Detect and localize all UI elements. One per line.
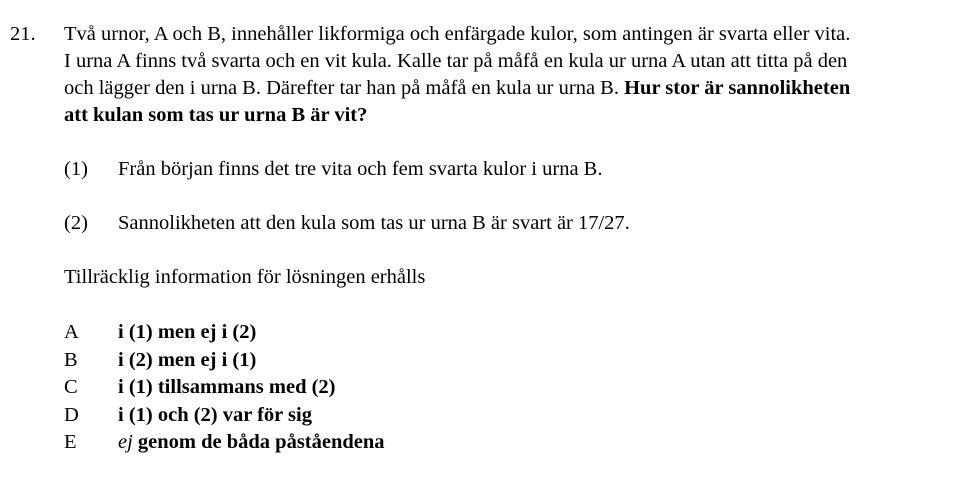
stem-line-3: [64, 75, 944, 102]
question-number: 21.: [10, 23, 36, 45]
statement-2-text: Sannolikheten att den kula som tas ur urna B är svart är 17/27.: [118, 212, 630, 234]
option-b[interactable]: [64, 347, 385, 375]
stem-line-4: [64, 102, 944, 129]
option-a[interactable]: [64, 319, 385, 347]
statement-1-text: Från början finns det tre vita och fem svarta kulor i urna B.: [118, 158, 603, 180]
answer-options: [64, 319, 385, 457]
stem-line-2: I urna A finns två svarta och en vit kula. Kalle tar på måfå en kula ur urna A utan att titta på den: [64, 50, 848, 72]
statement-2-number: (2): [64, 212, 88, 234]
stem-line-1: Två urnor, A och B, innehåller likformiga och enfärgade kulor, som antingen är svarta eller vita.: [64, 23, 851, 45]
option-c[interactable]: [64, 374, 385, 402]
option-d-letter: D: [64, 403, 79, 426]
option-e-letter: E: [64, 431, 77, 453]
info-text: Tillräcklig information för lösningen erhålls: [64, 266, 426, 288]
statement-2: [64, 210, 630, 237]
option-a-letter: A: [64, 321, 79, 343]
option-c-letter: C: [64, 376, 78, 398]
stem-question-bold-1: Hur stor är sannolikheten: [624, 77, 851, 99]
option-d-text: i (1) och (2) var för sig: [118, 403, 312, 426]
question-stem: [64, 21, 944, 129]
option-d[interactable]: [64, 402, 385, 430]
option-b-text: i (2) men ej i (1): [118, 348, 257, 371]
option-c-text: i (1) tillsammans med (2): [118, 376, 336, 398]
statement-1-number: (1): [64, 158, 88, 180]
option-a-text: i (1) men ej i (2): [118, 321, 257, 343]
option-e-italic: ej: [118, 431, 133, 453]
statement-1: [64, 156, 602, 183]
option-b-letter: B: [64, 348, 78, 371]
option-e[interactable]: [64, 429, 385, 457]
stem-line-3-text: och lägger den i urna B. Därefter tar han på måfå en kula ur urna B.: [64, 77, 619, 99]
option-e-content: [118, 431, 385, 453]
option-e-text: genom de båda påståendena: [132, 431, 385, 453]
stem-question-bold-2: att kulan som tas ur urna B är vit?: [64, 104, 368, 126]
